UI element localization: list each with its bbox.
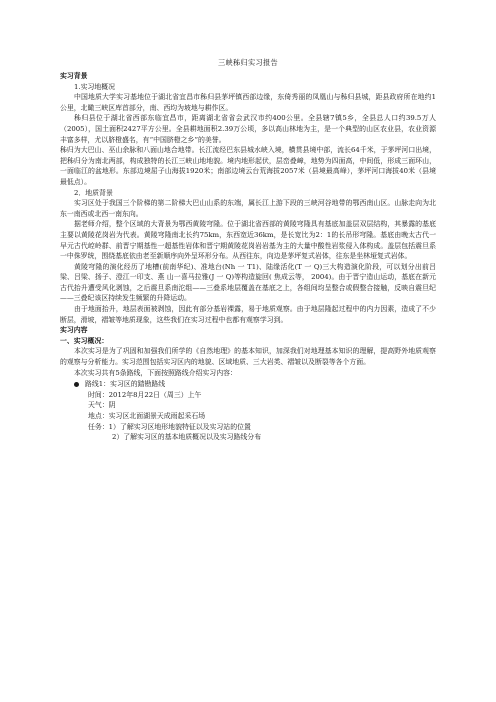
paragraph-uplift-observation: 由于地面抬升，地层表面被剥蚀，因此有部分基岩裸露，易于地质观察。由于地层隆起过程中的内力因素，造成了不少断层，滑坡，褶皱等地质现象，这些我们在实习过程中也都有观察学习到。 xyxy=(60,305,436,324)
report-body xyxy=(60,71,436,443)
paragraph-base-location: 中国地质大学实习基地位于湖北省宜昌市秭归县茅坪镇西部边缘，东倚秀丽的凤凰山与秭归县城，距县政府所在地约1公里，北瞰三峡区库首部分，南、西均为坡地与耕作区。 xyxy=(60,93,436,112)
route-weather: 天气：阴 xyxy=(88,401,116,410)
route-list-item xyxy=(60,379,436,390)
report-title: 三峡秭归实习报告 xyxy=(218,58,278,67)
route-title: 路线1：实习区的踏勘路线 xyxy=(85,380,166,389)
route-task-2: 2）了解实习区的基本地质概况以及实习路线分布 xyxy=(112,433,262,442)
subheading-site-overview: 1.实习地概况 xyxy=(74,82,116,91)
subheading-overview: 一、实习概况： xyxy=(60,336,109,345)
route-place: 地点：实习区北面湖景天成雨起采石场 xyxy=(88,412,206,420)
bullet-icon xyxy=(74,382,79,387)
section-heading-content: 实习内容 xyxy=(60,326,88,335)
paragraph-huangling-dome: 据老师介绍，整个区域的大背景为鄂西黄陵穹隆。位于湖北省西部的黄陵穹隆具有基底加盖层双层结构，其暴露的基底主要以黄陵花岗岩为代表。黄陵穹隆南北长约75km，东西宽近36km，是长宽比为2：1的长吊形穹隆。基底由晚太古代一早元古代崆岭群、前晋宁期基性一超基性岩体和晋宁期黄陵花岗岩岩基为主的大量中酸性岩浆侵入体构成。盖层包括震旦系一中侏罗统，围绕基底依由老至新顺序向外呈环形分布。从西往东，向边是茅坪复式岩体，往东是坐林垭复式岩体。 xyxy=(60,220,436,261)
subheading-geology-background: 2．地质背景 xyxy=(74,188,113,197)
route-time: 时间：2012年8月22日（周三）上午 xyxy=(88,390,202,399)
route-task-1: 任务：1）了解实习区地形地貌特征以及实习站的位置 xyxy=(88,422,251,431)
paragraph-tectonic-evolution: 黄陵穹隆的演化经历了地槽(前南华纪)、准地台(Nh 一 T1)、陆缘活化(T 一 Q)三大构造演化阶段，可以划分出前吕梁、吕梁、扬子、澄江一印支、燕 山一喜马拉雅(J 一 Q)等构造旋回( 焦成云等， 2004)。由于晋宁造山运动，基底在新元古代抬升遭受风化剥蚀，之后震旦系南沱组——三叠系地层覆盖在基底之上，各组间均呈整合或假整合接触，反映自震旦纪——三叠纪该区持续发生频繁的升降运动。 xyxy=(60,262,436,303)
section-heading-background: 实习背景 xyxy=(60,72,88,80)
paragraph-county-overview: 秭归县位于湖北省西部东临宜昌市，距离湖北省省会武汉市约400公里。全县辖7镇5乡，全县总人口约39.5万人（2005），国土面积2427平方公里。全县耕地面积2.39万公顷，多以高山林地为主，是一个典型的山区农业县，农业资源丰富多样，尤以脐橙盛名，有“中国脐橙之乡”的美誉。 xyxy=(60,114,436,144)
paragraph-purpose: 本次实习是为了巩固和加强我们所学的《自然地理》的基本知识，加深我们对地理基本知识的理解，提高野外地质观察的观察与分析能力。实习范围包括实习区内的地貌、区域地质、三大岩类、褶皱以及断裂等各个方面。 xyxy=(60,347,436,367)
paragraph-terrain: 秭归为大巴山、巫山余脉和八面山地合地带。长江流经巴东县城水峡入境，横贯县境中部，流长64千米，于茅坪河口出境，把秭归分为南北两部，构成独特的长江三峡山地地貌。境内地形起伏，层峦叠嶂，地势为四面高，中间低，形成三面环山，一面临江的盆地形。东部边境屈子山海拔1920米；南部边境云台荒海拔2057米（县境最高峰），茅坪河口海拔40米（县境最低点）。 xyxy=(60,146,436,186)
paragraph-region-setting: 实习区处于我国三个阶梯的第二阶梯大巴山山系的东端，属长江上游下段的三峡河谷地带的鄂西南山区。山脉走向为北东一南西或北西一南东向。 xyxy=(60,199,436,218)
paragraph-routes-intro: 本次实习共有5条路线，下面按照路线介绍实习内容： xyxy=(74,368,237,377)
